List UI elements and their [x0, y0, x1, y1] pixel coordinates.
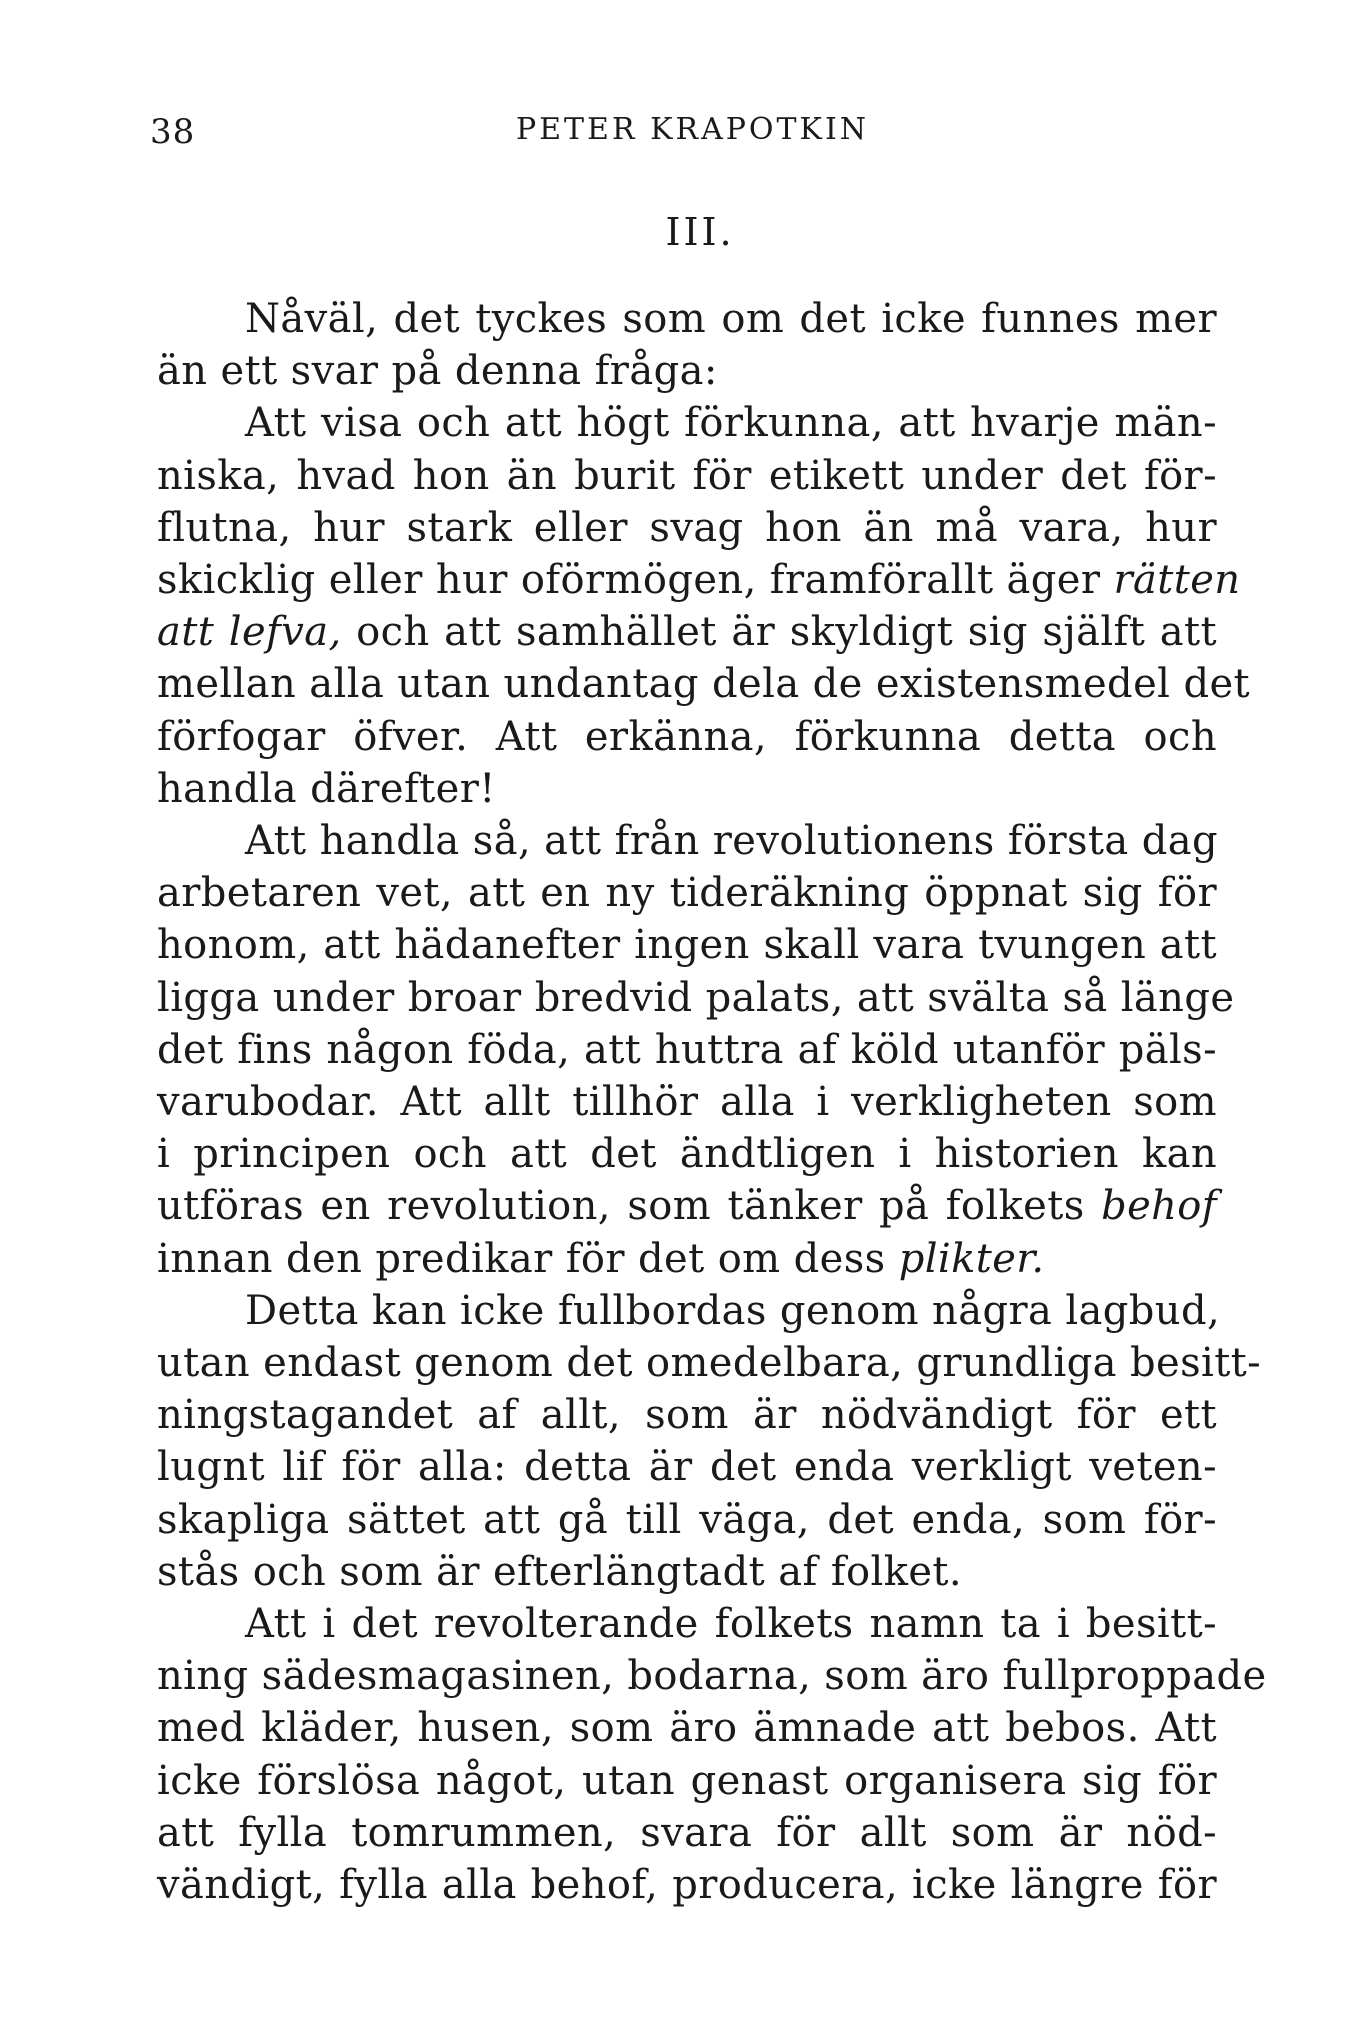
text-line: [157, 710, 1217, 764]
text-line: [157, 657, 1250, 711]
text-line: [157, 1127, 1217, 1181]
text-line: [157, 866, 1217, 920]
text-line: [157, 1336, 1262, 1390]
text-line: [157, 1388, 1217, 1442]
text-line: [245, 292, 1217, 346]
line-text: förfogar öfver. Att erkänna, förkunna detta och: [157, 713, 1217, 760]
line-text: flutna, hur stark eller svag hon än må vara, hur: [157, 504, 1217, 551]
italic-phrase: att lefva,: [157, 609, 342, 656]
text-line: [157, 1440, 1217, 1494]
line-text: skicklig eller hur oförmögen, framförallt äger: [157, 557, 1114, 603]
line-text: att fylla tomrummen, svara för allt som är nöd-: [157, 1809, 1217, 1856]
line-text: icke förslösa något, utan genast organisera sig för: [157, 1757, 1217, 1804]
text-line: [157, 344, 1217, 398]
line-text: varubodar. Att allt tillhör alla i verkligheten som: [157, 1079, 1217, 1125]
line-text: Att visa och att högt förkunna, att hvarje män-: [245, 400, 1217, 447]
line-text: med kläder, husen, som äro ämnade att bebos. Att: [157, 1705, 1217, 1752]
line-text: ningstagandet af allt, som är nödvändigt för ett: [157, 1392, 1217, 1439]
line-text: innan den predikar för det om dess: [157, 1235, 899, 1282]
text-line: [157, 1806, 1217, 1860]
text-line: [157, 1754, 1217, 1808]
text-line: [245, 1597, 1217, 1651]
chapter-heading: III.: [665, 210, 735, 254]
text-line: [157, 1858, 1217, 1912]
line-text: utan endast genom det omedelbara, grundliga besitt-: [157, 1340, 1262, 1386]
text-line: [157, 1179, 1217, 1233]
italic-phrase: plikter.: [898, 1235, 1045, 1282]
line-text: Att i det revolterande folkets namn ta i besitt-: [245, 1601, 1217, 1647]
line-text: arbetaren vet, att en ny tideräkning öppnat sig för: [157, 870, 1217, 917]
page-number: 38: [150, 112, 196, 152]
text-line: [157, 605, 1217, 659]
line-text: stås och som är efterlängtadt af folket.: [157, 1548, 963, 1595]
line-text: vändigt, fylla alla behof, producera, icke längre för: [157, 1862, 1217, 1908]
line-text: mellan alla utan undantag dela de existensmedel det: [157, 661, 1250, 708]
italic-phrase: behof: [1101, 1183, 1217, 1230]
line-text: ning sädesmagasinen, bodarna, som äro fullproppade: [157, 1653, 1267, 1700]
line-text: honom, att hädanefter ingen skall vara tvungen att: [157, 922, 1217, 969]
text-line: [157, 1701, 1217, 1755]
text-line: [157, 971, 1235, 1025]
line-text: Nåväl, det tyckes som om det icke funnes mer: [245, 296, 1217, 342]
line-text: i principen och att det ändtligen i historien kan: [157, 1131, 1217, 1178]
running-title: PETER KRAPOTKIN: [515, 112, 870, 147]
line-text: ligga under broar bredvid palats, att svälta så länge: [157, 974, 1235, 1021]
text-line: [157, 918, 1217, 972]
line-text: och att samhället är skyldigt sig själft att: [341, 609, 1217, 656]
text-line: [157, 449, 1217, 503]
text-line: [157, 1493, 1217, 1547]
text-line: [157, 1545, 1217, 1599]
line-text: handla därefter!: [157, 765, 496, 812]
text-line: [157, 553, 1241, 607]
text-line: [157, 1232, 1217, 1286]
text-line: [245, 1284, 1221, 1338]
text-line: [157, 1075, 1217, 1129]
line-text: Att handla så, att från revolutionens första dag: [245, 818, 1218, 864]
line-text: lugnt lif för alla: detta är det enda verkligt veten-: [157, 1444, 1217, 1491]
text-line: [157, 501, 1217, 555]
line-text: än ett svar på denna fråga:: [157, 348, 718, 395]
text-line: [157, 1023, 1217, 1077]
text-line: [245, 814, 1217, 868]
text-line: [157, 762, 1217, 816]
line-text: det fins någon föda, att huttra af köld utanför päls-: [157, 1026, 1217, 1073]
italic-phrase: rätten: [1113, 557, 1241, 603]
line-text: niska, hvad hon än burit för etikett under det för-: [157, 452, 1217, 499]
line-text: Detta kan icke fullbordas genom några lagbud,: [245, 1287, 1221, 1334]
line-text: utföras en revolution, som tänker på folkets: [157, 1183, 1102, 1230]
line-text: skapliga sättet att gå till väga, det enda, som för-: [157, 1496, 1217, 1543]
text-line: [245, 396, 1217, 450]
text-line: [157, 1649, 1267, 1703]
